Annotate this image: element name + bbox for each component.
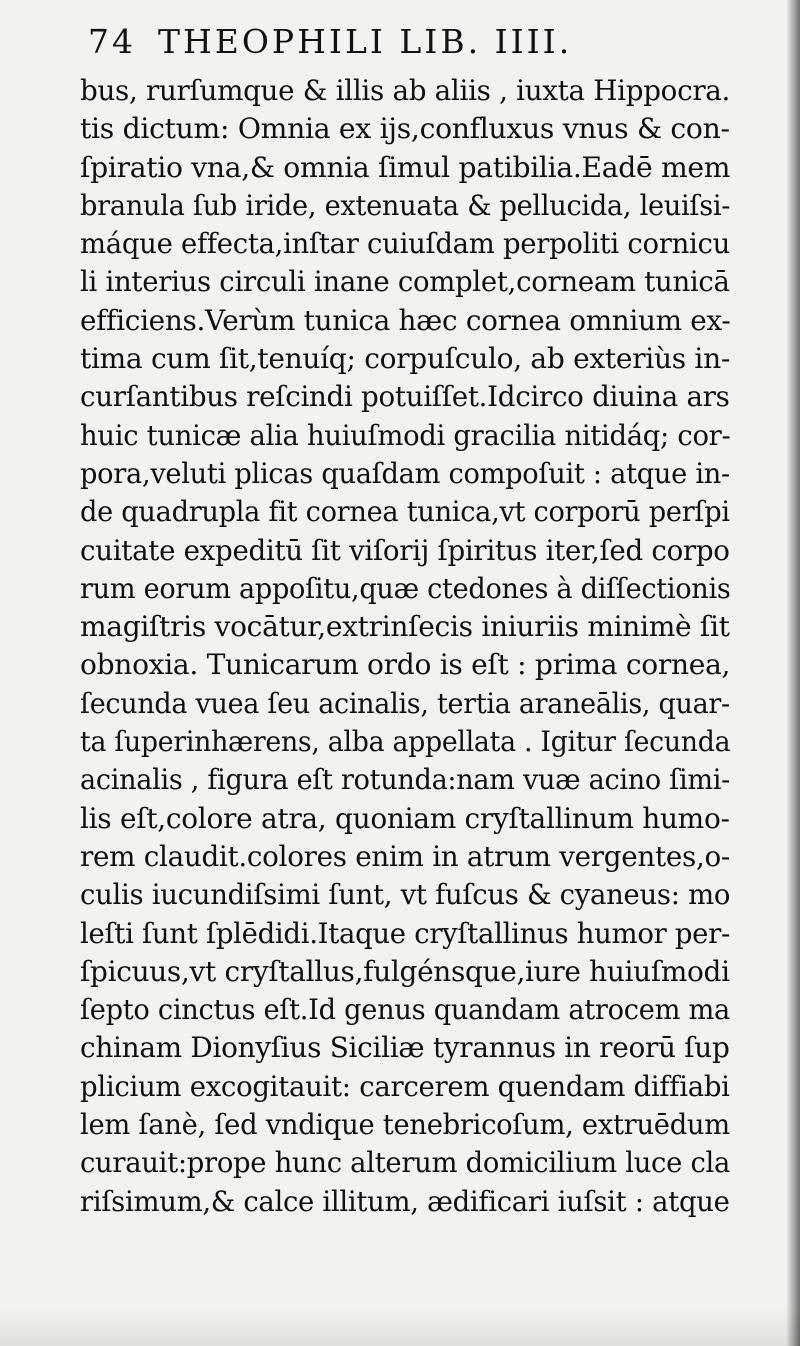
running-title: THEOPHILI LIB. IIII. [158,22,573,61]
text-line: acinalis , figura eſt rotunda:nam vuæ acino ſimi- [80,763,730,797]
text-line: ta ſuperinhærens, alba appellata . Igitur ſecunda [80,725,731,759]
text-line: efficiens.Verùm tunica hæc cornea omnium ex- [80,303,731,337]
text-line: lem ſanè, ſed vndique tenebricoſum, extruēdum [80,1108,730,1142]
text-line: huic tunicæ alia huiuſmodi gracilia nitidáq; cor- [80,418,731,452]
text-line: ſpicuus,vt cryſtallus,fulgénsque,iure huiuſmodi [80,954,730,988]
text-line: plicium excogitauit: carcerem quendam diffiabi [80,1069,730,1103]
text-line: tis dictum: Omnia ex ijs,confluxus vnus & con- [80,112,730,146]
page-edge-shadow [786,0,800,1346]
text-line: branula ſub iride, extenuata & pellucida, leuiſsi- [80,188,731,222]
text-line: rem claudit.colores enim in atrum vergentes,o- [80,839,731,873]
text-line: ſpiratio vna,& omnia ſimul patibilia.Eadē mem [80,150,731,184]
text-line: leſti ſunt ſplēdidi.Itaque cryſtallinus humor per- [80,916,731,950]
text-line: ſecunda vuea ſeu acinalis, tertia araneālis, quar- [80,686,730,720]
text-line: culis iucundiſsimi ſunt, vt fuſcus & cyaneus: mo [80,878,731,912]
text-line: chinam Dionyſius Siciliæ tyrannus in reorū ſup [80,1031,730,1065]
text-line: lis eſt,colore atra, quoniam cryſtallinum humo- [80,801,730,835]
text-line: curauit:prope hunc alterum domicilium luce cla [80,1146,731,1180]
text-line: cuitate expeditū ſit viſorij ſpiritus iter,ſed corpo [80,533,730,567]
text-line: curſantibus reſcindi potuiſſet.Idcirco diuina ars [80,380,730,414]
text-line: obnoxia. Tunicarum ordo is eſt : prima cornea, [80,648,731,682]
text-line: pora,veluti plicas quaſdam compoſuit : atque in- [80,456,730,490]
page-number: 74 [88,22,136,61]
text-line: ſepto cinctus eſt.Id genus quandam atrocem ma [80,993,731,1027]
text-line: bus, rurſumque & illis ab aliis , iuxta Hippocra. [80,74,731,107]
text-line: li interius circuli inane complet,corneam tunicā [80,265,730,299]
text-line: tima cum ſit,tenuíq; corpuſculo, ab exteriùs in- [80,342,731,376]
text-block [80,72,730,1221]
text-line: rum eorum appoſitu,quæ ctedones à diſſectionis [80,571,731,605]
text-line: de quadrupla fit cornea tunica,vt corporū perſpi [80,495,730,529]
text-line: riſsimum,& calce illitum, ædificari iuſsit : atque [80,1184,730,1218]
running-head [88,22,572,68]
page-bottom-shade [0,1306,800,1346]
text-line: máque effecta,inſtar cuiuſdam perpoliti cornicu [80,227,731,261]
text-line: magiſtris vocātur,extrinſecis iniuriis minimè ſit [80,610,730,644]
